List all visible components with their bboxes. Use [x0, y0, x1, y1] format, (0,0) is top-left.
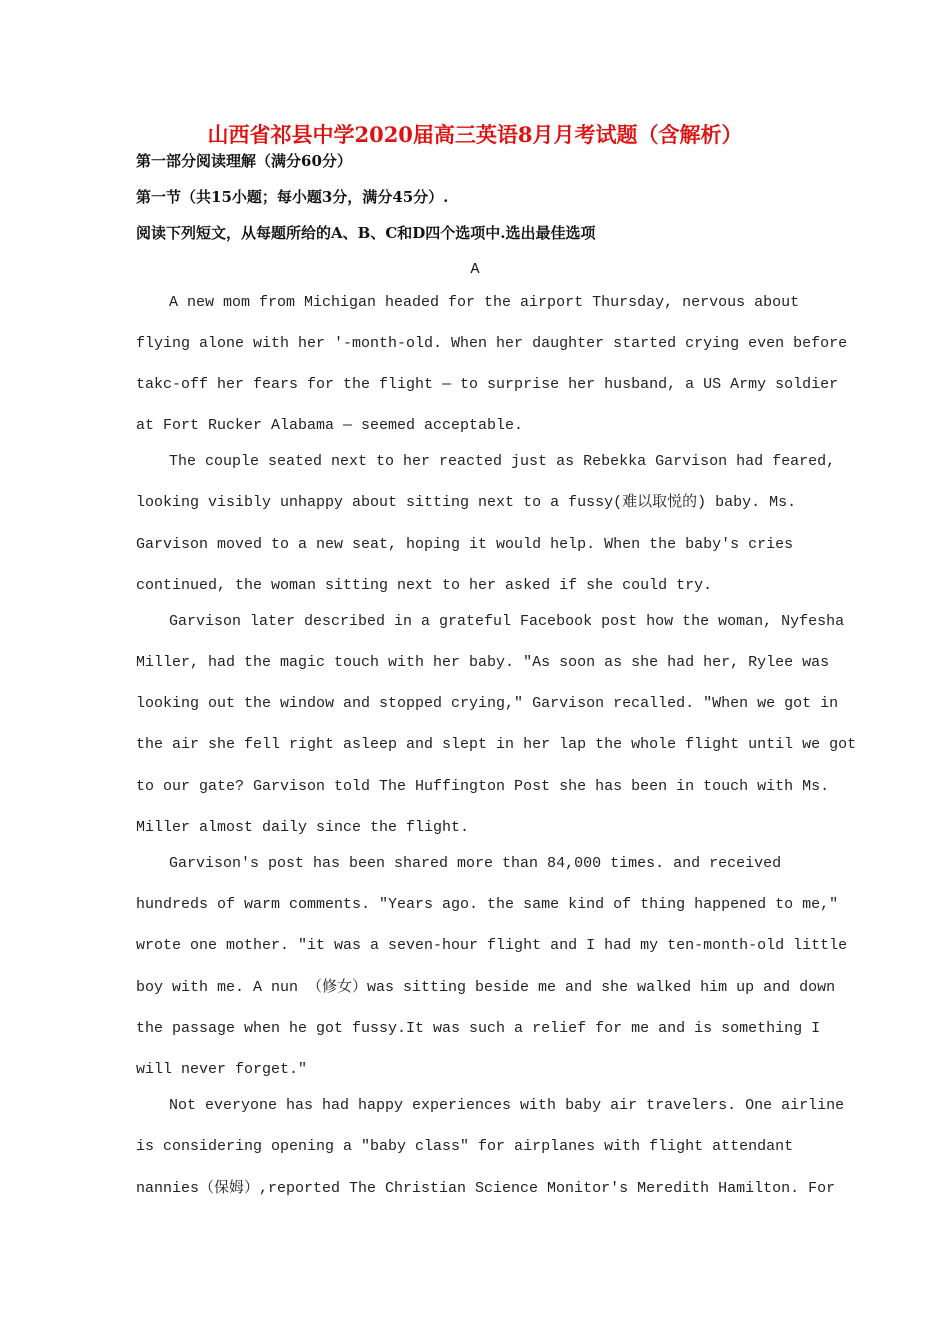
passage-line: the passage when he got fussy.It was such a relief for me and is something I [136, 1020, 821, 1037]
part-heading: 第一部分阅读理解（满分60分） [136, 152, 352, 170]
document-title: 山西省祁县中学2020届高三英语8月月考试题（含解析） [207, 122, 743, 147]
passage-line: Garvison later described in a grateful Facebook post how the woman, Nyfesha [169, 613, 845, 630]
passage-line: continued, the woman sitting next to her asked if she could try. [136, 577, 713, 594]
passage-line: A new mom from Michigan headed for the airport Thursday, nervous about [169, 294, 800, 311]
passage-line: the air she fell right asleep and slept in her lap the whole flight until we got [136, 736, 857, 753]
passage-line: hundreds of warm comments. "Years ago. the same kind of thing happened to me," [136, 896, 839, 913]
passage-line: is considering opening a "baby class" for airplanes with flight attendant [136, 1138, 794, 1155]
passage-line: Miller almost daily since the flight. [136, 819, 470, 836]
passage-line: nannies（保姆）,reported The Christian Science Monitor's Meredith Hamilton. For [136, 1180, 836, 1197]
passage-label: A [470, 261, 480, 278]
passage-line: to our gate? Garvison told The Huffington Post she has been in touch with Ms. [136, 778, 830, 795]
passage-line: boy with me. A nun （修女）was sitting beside me and she walked him up and down [136, 979, 836, 996]
passage-line: will never forget." [136, 1061, 308, 1078]
passage-line: flying alone with her '-month-old. When her daughter started crying even before [136, 335, 848, 352]
passage-line: looking out the window and stopped crying," Garvison recalled. "When we got in [136, 695, 839, 712]
passage-line: The couple seated next to her reacted just as Rebekka Garvison had feared, [169, 453, 836, 470]
passage-line: Garvison moved to a new seat, hoping it would help. When the baby's cries [136, 536, 794, 553]
passage-line: Not everyone has had happy experiences with baby air travelers. One airline [169, 1097, 845, 1114]
section-heading: 第一节（共15小题；每小题3分，满分45分）. [136, 188, 449, 206]
passage-line: Garvison's post has been shared more than 84,000 times. and received [169, 855, 782, 872]
instruction-text: 阅读下列短文，从每题所给的A、B、C和D四个选项中.选出最佳选项 [136, 224, 596, 242]
passage-line: at Fort Rucker Alabama — seemed acceptable. [136, 417, 524, 434]
passage-line: Miller, had the magic touch with her baby. "As soon as she had her, Rylee was [136, 654, 830, 671]
passage-line: looking visibly unhappy about sitting next to a fussy(难以取悦的) baby. Ms. [136, 494, 797, 511]
passage-line: takc-off her fears for the flight — to surprise her husband, a US Army soldier [136, 376, 839, 393]
passage-line: wrote one mother. "it was a seven-hour flight and I had my ten-month-old little [136, 937, 848, 954]
